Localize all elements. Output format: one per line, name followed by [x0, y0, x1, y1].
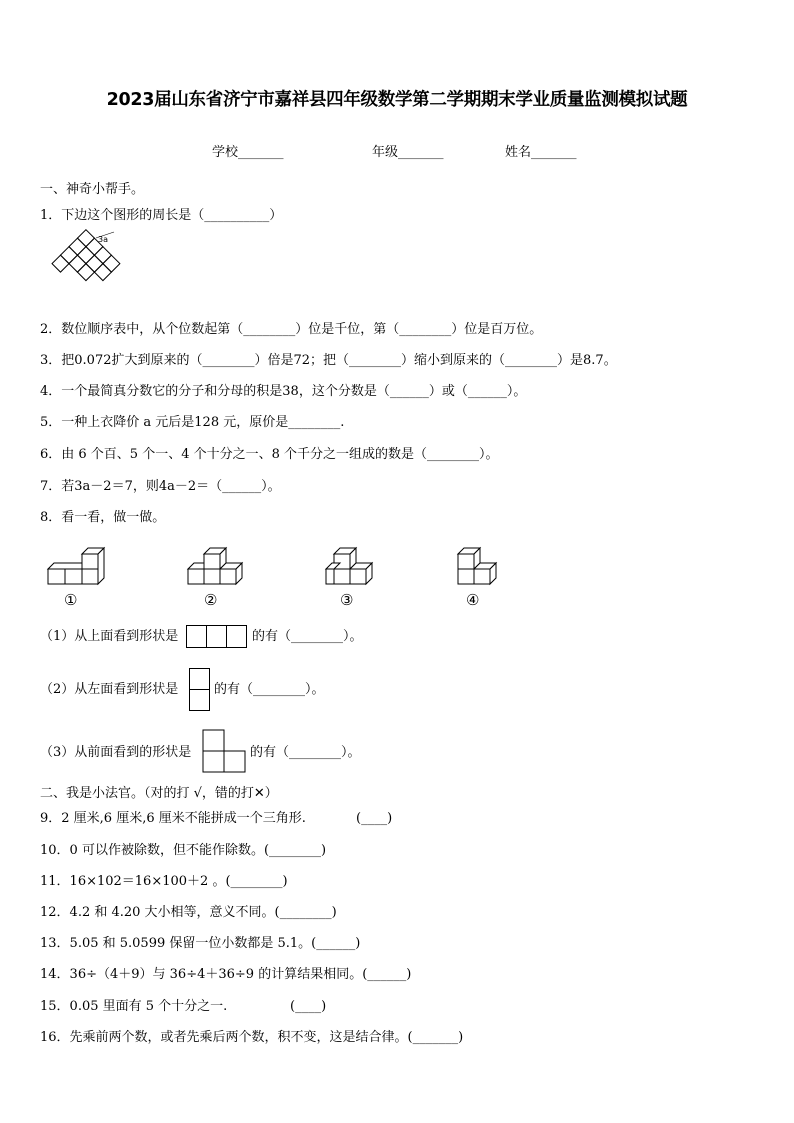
- q8-figure-1: [46, 546, 108, 590]
- q1-grid-figure: [36, 228, 126, 312]
- q8-figure-2: [186, 546, 248, 590]
- q8-sub-2-shape: [189, 668, 210, 711]
- q8-label-2: ②: [204, 591, 218, 609]
- question-9-blank[interactable]: (____): [356, 811, 393, 826]
- q8-label-4: ④: [466, 591, 480, 609]
- question-2: 2．数位顺序表中，从个位数起第（________）位是千位，第（________）位是百万位。: [40, 322, 543, 337]
- q1-figure-label: 3a: [98, 235, 108, 244]
- q8-sub-1-suffix: 的有（________）。: [252, 629, 363, 644]
- question-4: 4．一个最简真分数它的分子和分母的积是38，这个分数是（______）或（______）。: [40, 384, 527, 399]
- section-1-heading: 一、神奇小帮手。: [40, 182, 145, 197]
- question-11: 11．16×102＝16×100＋2 。(________): [40, 874, 288, 889]
- question-9: 9．2 厘米,6 厘米,6 厘米不能拼成一个三角形.: [40, 811, 306, 826]
- question-10: 10．0 可以作被除数，但不能作除数。(________): [40, 843, 327, 858]
- q8-label-3: ③: [340, 591, 354, 609]
- q8-sub-3-suffix: 的有（________）。: [250, 745, 361, 760]
- q8-figure-3: [324, 546, 378, 590]
- q8-label-1: ①: [64, 591, 78, 609]
- grade-field[interactable]: 年级_______: [372, 145, 444, 160]
- q8-sub-1-prefix: （1）从上面看到形状是: [40, 629, 179, 644]
- question-8: 8．看一看，做一做。: [40, 510, 166, 525]
- question-6: 6．由 6 个百、5 个一、4 个十分之一、8 个千分之一组成的数是（________）。: [40, 447, 499, 462]
- page-title: 2023届山东省济宁市嘉祥县四年级数学第二学期期末学业质量监测模拟试题: [106, 90, 688, 110]
- name-field[interactable]: 姓名_______: [505, 145, 577, 160]
- q8-sub-2-suffix: 的有（________）。: [214, 682, 325, 697]
- question-13: 13．5.05 和 5.0599 保留一位小数都是 5.1。(______): [40, 936, 361, 951]
- question-14: 14．36÷（4＋9）与 36÷4＋36÷9 的计算结果相同。(______): [40, 967, 412, 982]
- section-2-heading: 二、我是小法官。（对的打 √，错的打✕）: [40, 786, 278, 801]
- q8-sub-1-shape: [186, 625, 247, 648]
- question-5: 5．一种上衣降价 a 元后是128 元，原价是________.: [40, 415, 345, 430]
- q8-sub-2-prefix: （2）从左面看到形状是: [40, 682, 179, 697]
- question-15: 15．0.05 里面有 5 个十分之一.: [40, 999, 228, 1014]
- question-1: 1．下边这个图形的周长是（__________）: [40, 208, 283, 223]
- school-field[interactable]: 学校_______: [212, 145, 284, 160]
- question-7: 7．若3a－2＝7，则4a－2＝（______）。: [40, 479, 281, 494]
- q8-figure-4: [456, 546, 502, 590]
- question-16: 16．先乘前两个数，或者先乘后两个数，积不变，这是结合律。(_______): [40, 1030, 464, 1045]
- question-3: 3．把0.072扩大到原来的（________）倍是72；把（________）缩小到原来的（________）是8.7。: [40, 353, 617, 368]
- q8-sub-3-shape: [202, 729, 248, 775]
- question-15-blank[interactable]: (____): [290, 999, 327, 1014]
- q8-sub-3-prefix: （3）从前面看到的形状是: [40, 745, 192, 760]
- question-12: 12．4.2 和 4.20 大小相等，意义不同。(________): [40, 905, 337, 920]
